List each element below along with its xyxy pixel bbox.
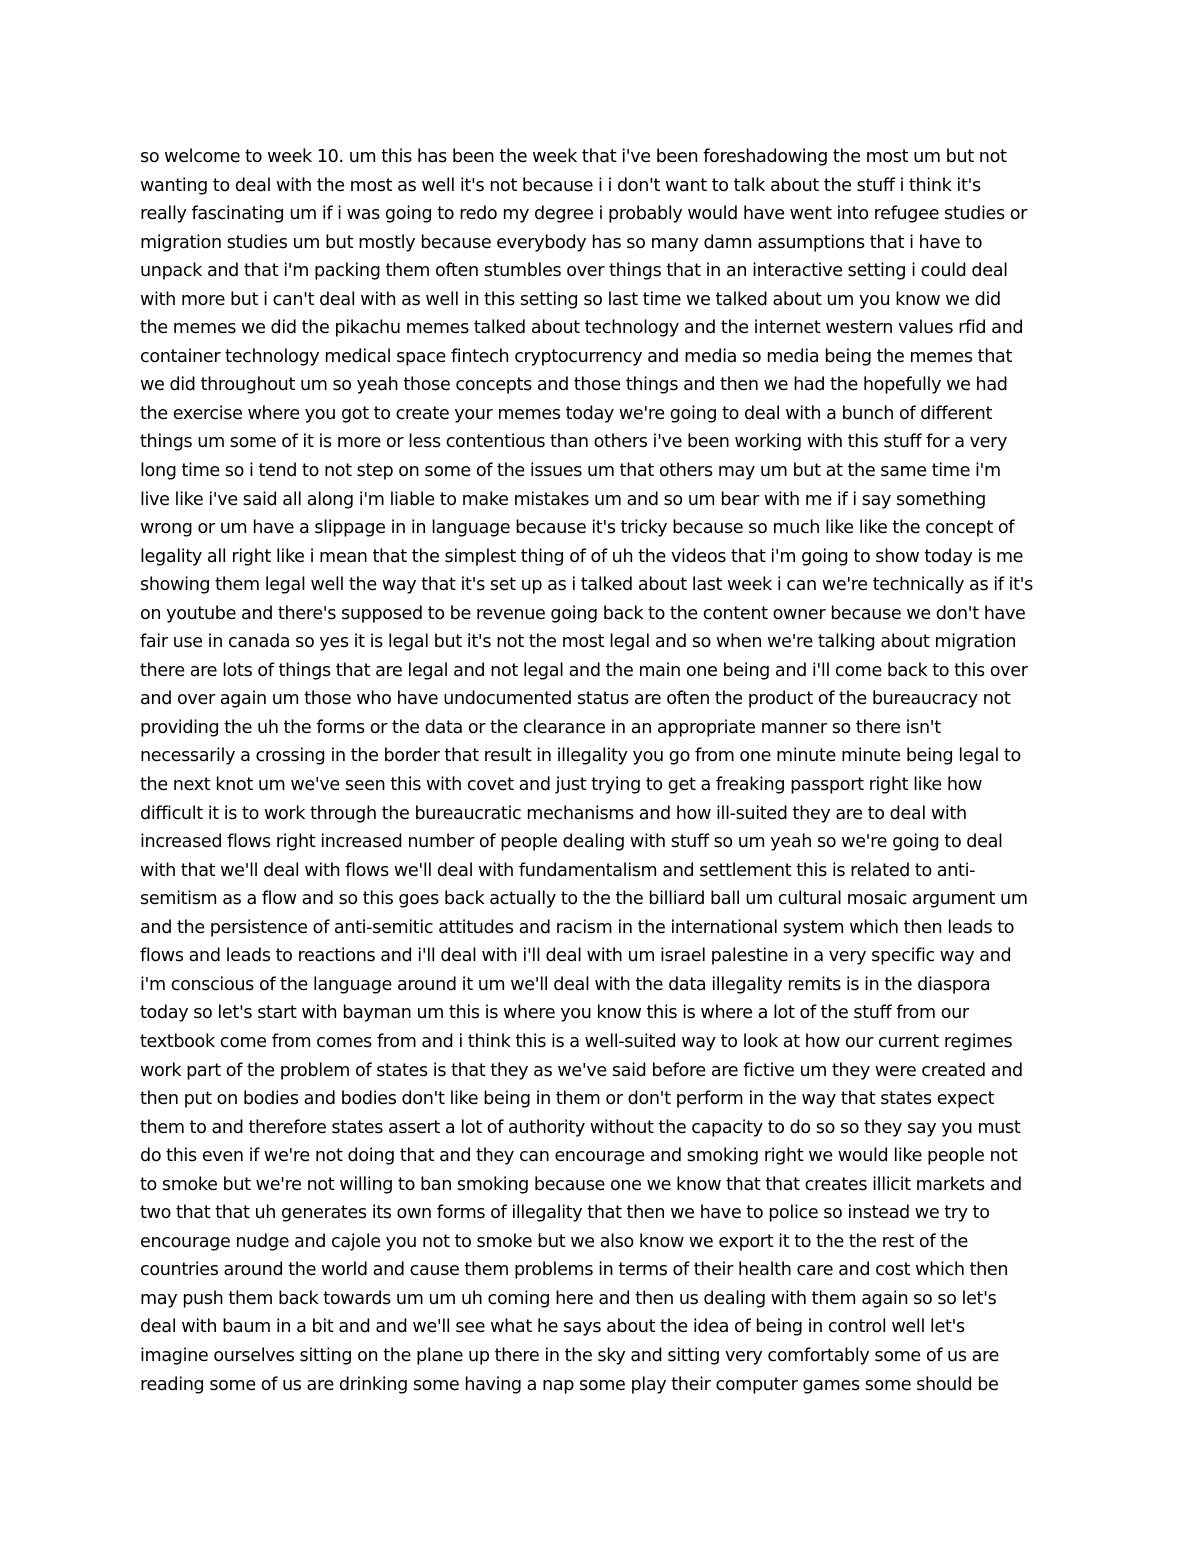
transcript-line: and the persistence of anti-semitic attitudes and racism in the international system which then leads to	[140, 917, 1015, 938]
transcript-line: wrong or um have a slippage in in language because it's tricky because so much like like the concept of	[140, 518, 1015, 539]
transcript-line: flows and leads to reactions and i'll deal with i'll deal with um israel palestine in a very specific way and	[140, 946, 1012, 967]
transcript-line: deal with baum in a bit and and we'll see what he says about the idea of being in control well let's	[140, 1317, 965, 1338]
transcript-line: semitism as a flow and so this goes back actually to the the billiard ball um cultural mosaic argument um	[140, 889, 1028, 910]
transcript-line: imagine ourselves sitting on the plane up there in the sky and sitting very comfortably some of us are	[140, 1345, 999, 1366]
transcript-line: may push them back towards um um uh coming here and then us dealing with them again so so let's	[140, 1288, 997, 1309]
transcript-line: there are lots of things that are legal and not legal and the main one being and i'll come back to this over	[140, 660, 1028, 681]
transcript-line: necessarily a crossing in the border that result in illegality you go from one minute minute being legal to	[140, 746, 1021, 767]
transcript-line: with more but i can't deal with as well in this setting so last time we talked about um you know we did	[140, 289, 1001, 310]
transcript-line: wanting to deal with the most as well it's not because i i don't want to talk about the stuff i think it's	[140, 175, 981, 196]
transcript-line: long time so i tend to not step on some of the issues um that others may um but at the same time i'm	[140, 461, 1001, 482]
transcript-line: to smoke but we're not willing to ban smoking because one we know that that creates illicit markets and	[140, 1174, 1022, 1195]
transcript-line: the next knot um we've seen this with covet and just trying to get a freaking passport right like how	[140, 775, 983, 796]
transcript-line: work part of the problem of states is that they as we've said before are fictive um they were created and	[140, 1060, 1023, 1081]
transcript-line: we did throughout um so yeah those concepts and those things and then we had the hopefully we had	[140, 375, 1008, 396]
transcript-line: things um some of it is more or less contentious than others i've been working with this stuff for a very	[140, 432, 1008, 453]
transcript-line: fair use in canada so yes it is legal but it's not the most legal and so when we're talking about migration	[140, 632, 1017, 653]
transcript-line: and over again um those who have undocumented status are often the product of the bureaucracy not	[140, 689, 1011, 710]
transcript-line: today so let's start with bayman um this is where you know this is where a lot of the stuff from our	[140, 1003, 969, 1024]
transcript-line: with that we'll deal with flows we'll deal with fundamentalism and settlement this is related to anti-	[140, 860, 976, 881]
transcript-line: increased flows right increased number of people dealing with stuff so um yeah so we're going to deal	[140, 832, 1003, 853]
transcript-line: the memes we did the pikachu memes talked about technology and the internet western values rfid and	[140, 318, 1024, 339]
transcript-line: i'm conscious of the language around it um we'll deal with the data illegality remits is in the diaspora	[140, 974, 991, 995]
transcript-line: migration studies um but mostly because everybody has so many damn assumptions that i have to	[140, 232, 983, 253]
transcript-line: the exercise where you got to create your memes today we're going to deal with a bunch of different	[140, 403, 993, 424]
transcript-body	[140, 143, 1070, 1399]
transcript-line: two that that uh generates its own forms of illegality that then we have to police so instead we try to	[140, 1203, 990, 1224]
transcript-line: really fascinating um if i was going to redo my degree i probably would have went into refugee studies or	[140, 204, 1028, 225]
transcript-line: providing the uh the forms or the data or the clearance in an appropriate manner so there isn't	[140, 717, 941, 738]
transcript-line: live like i've said all along i'm liable to make mistakes um and so um bear with me if i say something	[140, 489, 986, 510]
transcript-line: then put on bodies and bodies don't like being in them or don't perform in the way that states expect	[140, 1089, 995, 1110]
transcript-line: them to and therefore states assert a lot of authority without the capacity to do so so they say you must	[140, 1117, 1021, 1138]
transcript-line: reading some of us are drinking some having a nap some play their computer games some should be	[140, 1374, 999, 1395]
transcript-line: difficult it is to work through the bureaucratic mechanisms and how ill-suited they are to deal with	[140, 803, 967, 824]
transcript-line: so welcome to week 10. um this has been the week that i've been foreshadowing the most um but not	[140, 147, 1007, 167]
transcript-line: encourage nudge and cajole you not to smoke but we also know we export it to the the rest of the	[140, 1231, 968, 1252]
transcript-line: legality all right like i mean that the simplest thing of of uh the videos that i'm going to show today is me	[140, 546, 1024, 567]
transcript-line: unpack and that i'm packing them often stumbles over things that in an interactive setting i could deal	[140, 261, 1008, 282]
transcript-line: do this even if we're not doing that and they can encourage and smoking right we would like people not	[140, 1146, 1018, 1167]
transcript-line: on youtube and there's supposed to be revenue going back to the content owner because we don't have	[140, 603, 1026, 624]
transcript-line: container technology medical space fintech cryptocurrency and media so media being the memes that	[140, 346, 1012, 367]
transcript-line: showing them legal well the way that it's set up as i talked about last week i can we're technically as if it's	[140, 575, 1033, 596]
transcript-line: textbook come from comes from and i think this is a well-suited way to look at how our current regimes	[140, 1031, 1013, 1052]
transcript-line: countries around the world and cause them problems in terms of their health care and cost which then	[140, 1260, 1009, 1281]
